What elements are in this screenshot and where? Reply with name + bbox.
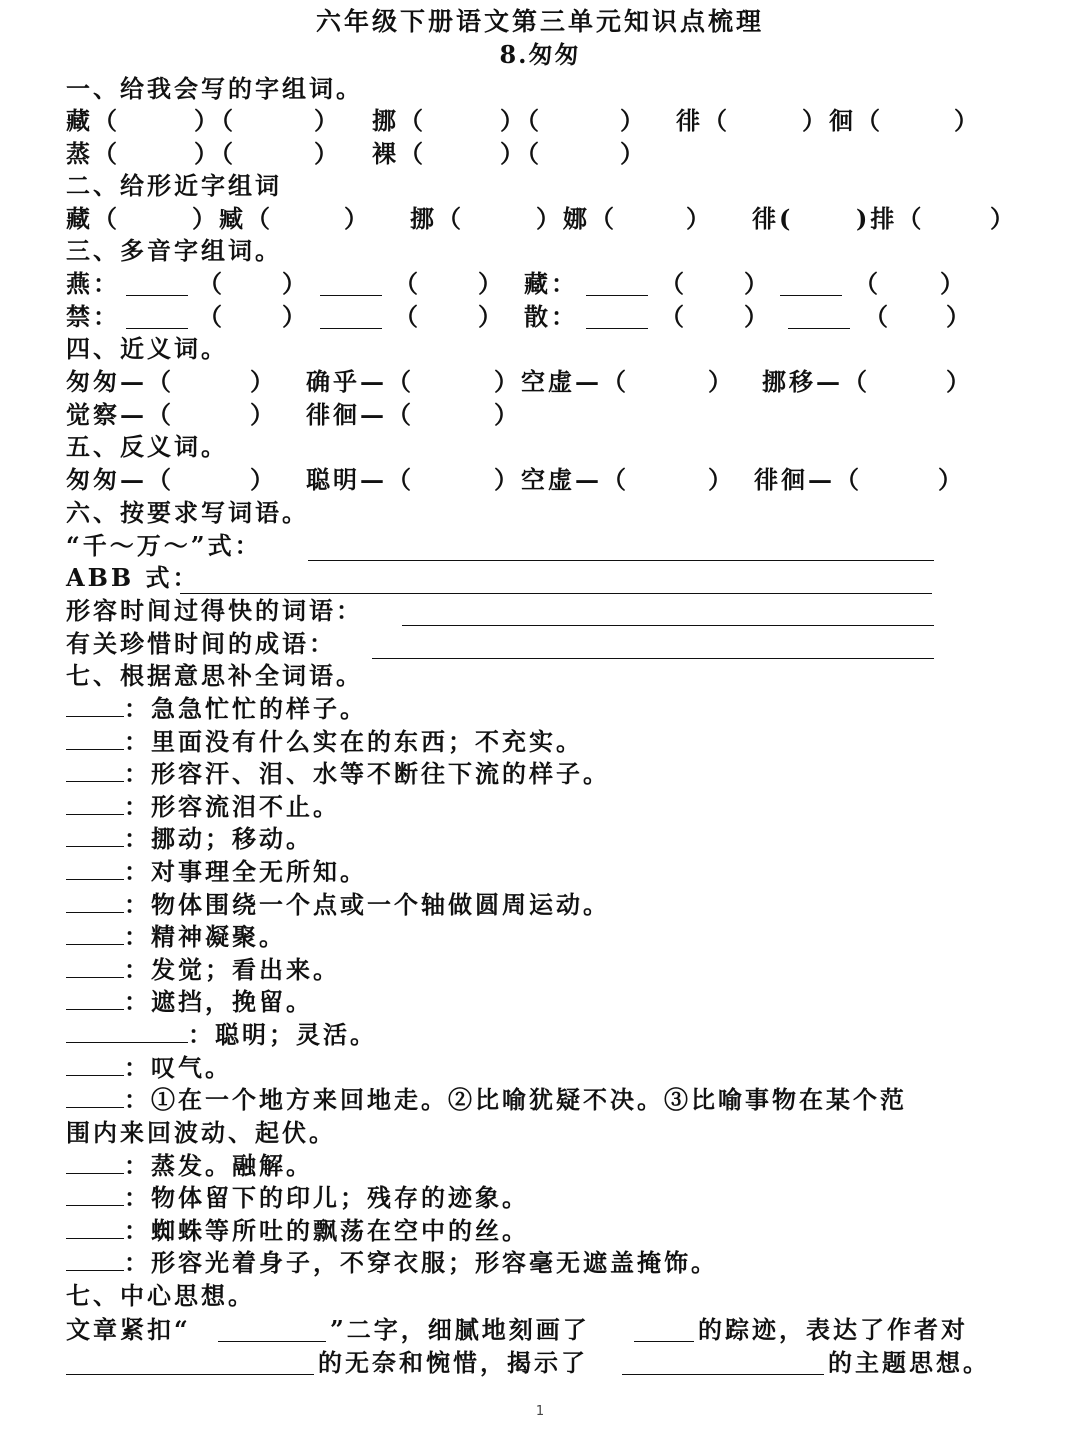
vocab-definition-item [66, 920, 286, 953]
section-5-text: ） [708, 465, 735, 494]
section-3-text: （ [660, 269, 687, 298]
section-2-heading: 二、给形近字组词 [66, 171, 282, 200]
section-1-text: ）（ [500, 106, 542, 135]
answer-blank[interactable] [66, 857, 124, 880]
page-number: 1 [535, 1404, 545, 1419]
section-2-text: 挪（ [410, 204, 464, 233]
section-3-text: 禁： [66, 302, 120, 331]
answer-blank[interactable] [66, 922, 124, 945]
section-3-text: （ [198, 302, 225, 331]
section-2-text: ） [686, 204, 713, 233]
section-3-text: ） [478, 302, 505, 331]
answer-blank[interactable] [66, 792, 124, 815]
section-2-text: 徘( [752, 204, 794, 233]
vocab-definition-item [66, 692, 367, 725]
definition-text: ：叹气。 [124, 1053, 232, 1082]
answer-line[interactable] [402, 625, 934, 626]
section-2-text: ）娜（ [536, 204, 617, 233]
vocab-definition-item [66, 1149, 313, 1182]
section-3-text: ） [946, 302, 973, 331]
section-3-text: （ [394, 302, 421, 331]
definition-text: ：形容汗、泪、水等不断往下流的样子。 [124, 759, 610, 788]
vocab-definition-item [66, 725, 583, 758]
central-idea-text: ”二字，细腻地刻画了 [330, 1315, 590, 1344]
definition-text: ：发觉；看出来。 [124, 955, 340, 984]
answer-blank[interactable] [66, 1085, 124, 1108]
section-3-text: （ [854, 269, 881, 298]
section-4-text: 匆匆—（ [66, 367, 174, 396]
section-3-text: 散： [524, 302, 578, 331]
section-1-text: ） [314, 106, 341, 135]
section-2-text: 藏（ [66, 204, 120, 233]
definition-text: ：形容光着身子，不穿衣服；形容毫无遮盖掩饰。 [124, 1248, 718, 1277]
definition-text: ：遮挡，挽留。 [124, 987, 313, 1016]
answer-blank[interactable] [320, 271, 382, 304]
section-5-heading: 五、反义词。 [66, 432, 228, 461]
section-6-item: “千～万～”式： [66, 531, 262, 560]
section-3-text: ） [744, 269, 771, 298]
section-3-text: （ [660, 302, 687, 331]
section-4-text: 确乎—（ [306, 367, 414, 396]
definition-text: ：物体围绕一个点或一个轴做圆周运动。 [124, 890, 610, 919]
section-1-text: ）（ [194, 106, 236, 135]
section-5-text: 匆匆—（ [66, 465, 174, 494]
definition-text: ：急急忙忙的样子。 [124, 694, 367, 723]
section-4-text: 挪移—（ [762, 367, 870, 396]
section-1-text: 挪（ [372, 106, 426, 135]
answer-blank[interactable] [66, 955, 124, 978]
definition-text: ：挪动；移动。 [124, 824, 313, 853]
vocab-definition-item [66, 1083, 907, 1116]
section-8-heading: 七、中心思想。 [66, 1281, 255, 1310]
section-4-text: ） [250, 367, 277, 396]
section-1-text: ）（ [194, 139, 236, 168]
definition-text: ：聪明；灵活。 [188, 1020, 377, 1049]
section-5-text: ） [250, 465, 277, 494]
vocab-definition-item [66, 822, 313, 855]
answer-blank[interactable] [780, 271, 842, 304]
section-6-heading: 六、按要求写词语。 [66, 498, 309, 527]
section-1-text: ） [620, 139, 647, 168]
answer-blank[interactable] [586, 271, 648, 304]
definition-text: ：里面没有什么实在的东西；不充实。 [124, 727, 583, 756]
section-1-text: ）（ [500, 139, 542, 168]
answer-blank[interactable] [66, 759, 124, 782]
section-1-text: ） [954, 106, 981, 135]
section-1-text: 藏（ [66, 106, 120, 135]
answer-blank[interactable] [622, 1350, 824, 1383]
answer-blank[interactable] [66, 1248, 124, 1271]
answer-blank[interactable] [218, 1317, 326, 1350]
answer-blank[interactable] [66, 727, 124, 750]
section-4-text: 徘徊—（ [306, 400, 414, 429]
section-4-text: ）空虚—（ [494, 367, 629, 396]
section-5-text: ）空虚—（ [494, 465, 629, 494]
section-5-text: ） [938, 465, 965, 494]
page-title: 六年级下册语文第三单元知识点梳理 [315, 7, 764, 36]
vocab-definition-item [66, 985, 313, 1018]
answer-blank[interactable] [66, 987, 124, 1010]
section-2-text: ） [990, 204, 1017, 233]
vocab-definition-item [66, 953, 340, 986]
definition-text: ：蒸发。融解。 [124, 1151, 313, 1180]
answer-blank[interactable] [66, 1216, 124, 1239]
vocab-definition-item [66, 790, 340, 823]
section-3-text: ） [478, 269, 505, 298]
answer-blank[interactable] [66, 1151, 124, 1174]
answer-line[interactable] [372, 658, 934, 659]
section-3-text: （ [198, 269, 225, 298]
central-idea-text: 的无奈和惋惜，揭示了 [318, 1348, 588, 1377]
vocab-definition-item [66, 757, 610, 790]
definition-text: ：①在一个地方来回地走。②比喻犹疑不决。③比喻事物在某个范 [124, 1085, 907, 1114]
definition-continuation: 围内来回波动、起伏。 [66, 1118, 336, 1147]
answer-blank[interactable] [66, 1053, 124, 1076]
vocab-definition-item [66, 888, 610, 921]
section-7-heading: 七、根据意思补全词语。 [66, 661, 363, 690]
section-3-text: （ [394, 269, 421, 298]
section-5-text: 聪明—（ [306, 465, 414, 494]
section-6-item: 有关珍惜时间的成语： [66, 629, 336, 658]
section-3-text: ） [282, 269, 309, 298]
answer-blank[interactable] [66, 1020, 188, 1043]
vocab-definition-item [66, 1181, 529, 1214]
answer-blank[interactable] [66, 1350, 314, 1383]
section-2-text: ）臧（ [192, 204, 273, 233]
section-6-item: 形容时间过得快的词语： [66, 596, 363, 625]
section-2-text: )排（ [856, 204, 925, 233]
section-3-text: （ [864, 302, 891, 331]
section-4-text: ） [494, 400, 521, 429]
answer-blank[interactable] [788, 304, 850, 337]
section-6-item: ABB 式： [66, 563, 200, 592]
section-3-text: ） [744, 302, 771, 331]
vocab-definition-item [66, 1018, 377, 1051]
section-4-text: ） [946, 367, 973, 396]
section-3-text: ） [940, 269, 967, 298]
section-4-text: ） [708, 367, 735, 396]
section-3-text: 藏： [524, 269, 578, 298]
answer-blank[interactable] [66, 694, 124, 717]
definition-text: ：对事理全无所知。 [124, 857, 367, 886]
vocab-definition-item [66, 855, 367, 888]
vocab-definition-item [66, 1246, 718, 1279]
vocab-definition-item [66, 1051, 232, 1084]
answer-blank[interactable] [66, 1183, 124, 1206]
answer-blank[interactable] [126, 271, 188, 304]
section-4-text: ） [250, 400, 277, 429]
section-1-heading: 一、给我会写的字组词。 [66, 74, 363, 103]
answer-blank[interactable] [66, 824, 124, 847]
definition-text: ：物体留下的印儿；残存的迹象。 [124, 1183, 529, 1212]
answer-blank[interactable] [320, 304, 382, 337]
answer-blank[interactable] [66, 890, 124, 913]
section-1-text: 裸（ [372, 139, 426, 168]
answer-blank[interactable] [586, 304, 648, 337]
section-1-text: ） [620, 106, 647, 135]
section-1-text: ） [314, 139, 341, 168]
section-2-text: ） [344, 204, 371, 233]
answer-line[interactable] [308, 560, 934, 561]
section-1-text: 徘（ [676, 106, 730, 135]
section-5-text: 徘徊—（ [754, 465, 862, 494]
section-4-heading: 四、近义词。 [66, 334, 228, 363]
answer-blank[interactable] [634, 1317, 694, 1350]
definition-text: ：蜘蛛等所吐的飘荡在空中的丝。 [124, 1216, 529, 1245]
section-1-text: ）徊（ [802, 106, 883, 135]
section-4-text: 觉察—（ [66, 400, 174, 429]
section-3-text: ） [282, 302, 309, 331]
central-idea-text: 的主题思想。 [828, 1348, 990, 1377]
central-idea-text: 文章紧扣“ [66, 1315, 191, 1344]
central-idea-text: 的踪迹，表达了作者对 [698, 1315, 968, 1344]
section-1-text: 蒸（ [66, 139, 120, 168]
section-3-heading: 三、多音字组词。 [66, 236, 282, 265]
definition-text: ：精神凝聚。 [124, 922, 286, 951]
vocab-definition-item [66, 1214, 529, 1247]
definition-text: ：形容流泪不止。 [124, 792, 340, 821]
section-3-text: 燕： [66, 269, 120, 298]
page-subtitle: 8.匆匆 [499, 40, 581, 69]
